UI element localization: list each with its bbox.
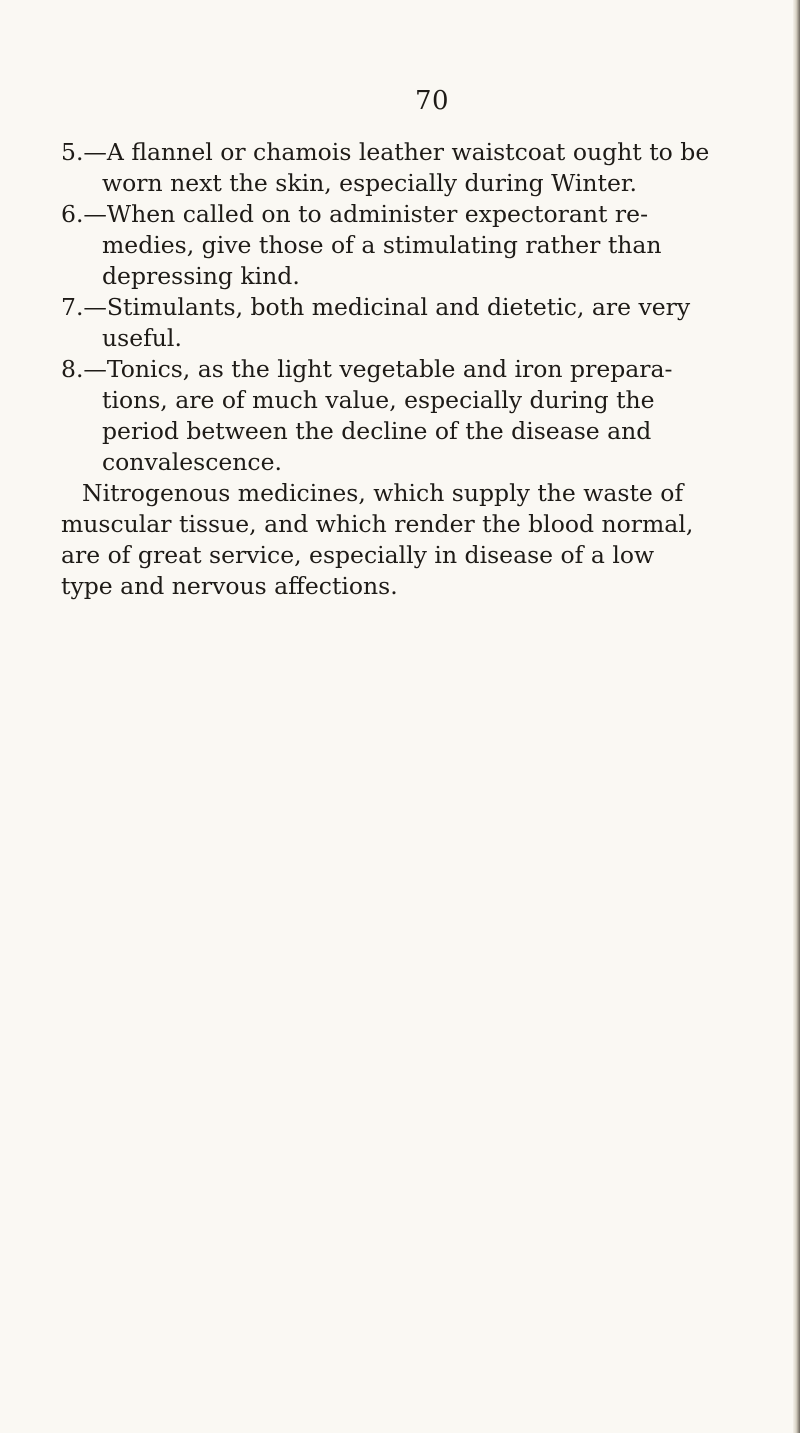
- text-line: tions, are of much value, especially during the: [102, 386, 655, 414]
- text-line: 5.—A flannel or chamois leather waistcoat ought to be: [61, 138, 710, 166]
- text-line: 8.—Tonics, as the light vegetable and iron prepara-: [61, 355, 673, 383]
- text-line: worn next the skin, especially during Winter.: [102, 169, 637, 197]
- text-line: Nitrogenous medicines, which supply the waste of: [82, 479, 684, 507]
- page-edge-shadow: [793, 0, 800, 1433]
- text-line: useful.: [102, 324, 182, 352]
- text-line: type and nervous affections.: [61, 572, 398, 600]
- text-line: period between the decline of the disease and: [102, 417, 652, 445]
- text-line: depressing kind.: [102, 262, 300, 290]
- text-line: convalescence.: [102, 448, 282, 476]
- page-number: 70: [414, 86, 450, 116]
- text-line: muscular tissue, and which render the blood normal,: [61, 510, 694, 538]
- text-line: 6.—When called on to administer expectorant re-: [61, 200, 649, 228]
- text-line: medies, give those of a stimulating rather than: [102, 231, 662, 259]
- text-line: 7.—Stimulants, both medicinal and dietetic, are very: [61, 293, 691, 321]
- text-line: are of great service, especially in disease of a low: [61, 541, 655, 569]
